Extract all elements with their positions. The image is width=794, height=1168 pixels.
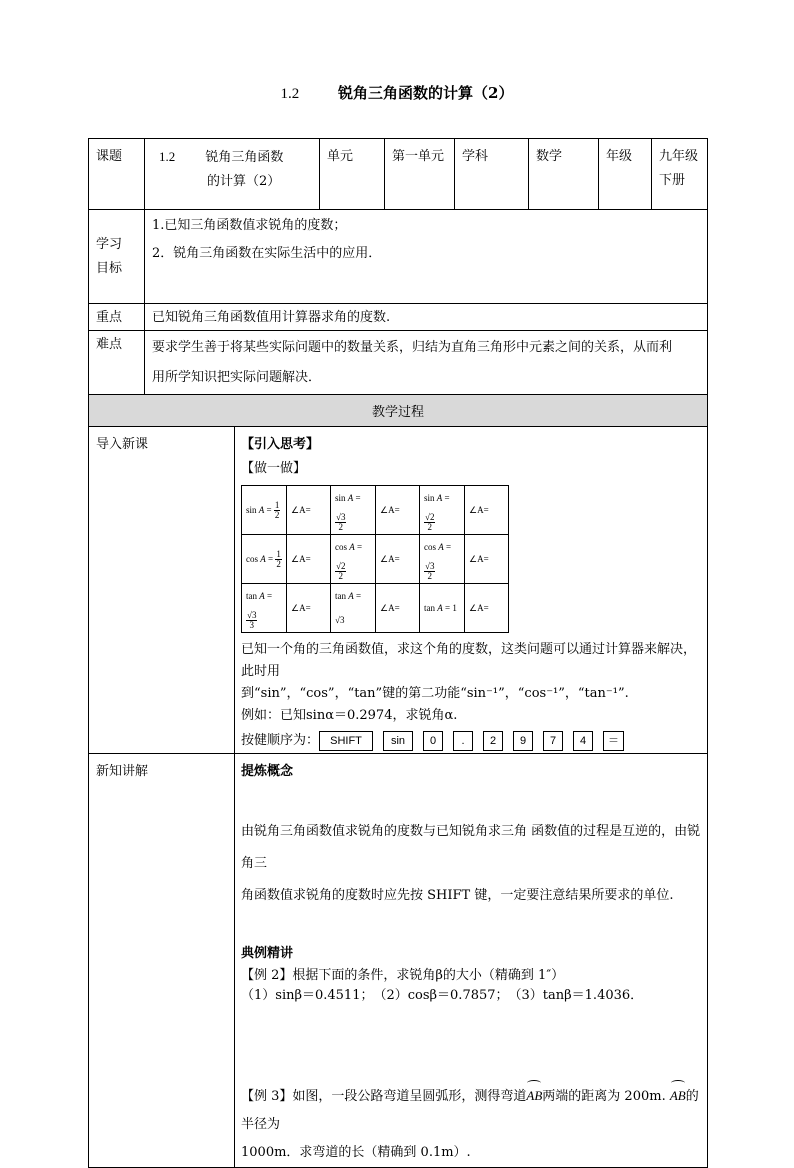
goals-content [145, 210, 708, 304]
lesson-plan-table [88, 138, 708, 1168]
angle-answer-cell: ∠A= [465, 535, 509, 584]
trig-expression: cos A = $\frac{√3}{2}$ [420, 535, 465, 584]
trig-expression: cos A = $\frac{1}{2}$ [242, 535, 287, 584]
trig-expression: tan A = $\frac{√3}{3}$ [242, 584, 287, 633]
label-topic: 课题 [89, 139, 145, 210]
goal-item-2: 2．锐角三角函数在实际生活中的应用． [152, 246, 382, 261]
angle-answer-cell: ∠A= [465, 584, 509, 633]
intro-paragraph: 已知一个角的三角函数值，求这个角的度数，这类问题可以通过计算器来解决，此时用 到“sin”，“cos”，“tan”键的第二功能“sin⁻¹”，“cos⁻¹”，“tan⁻¹”. [241, 642, 697, 701]
label-key-point: 重点 [89, 304, 145, 331]
goal-item-1: 1.已知三角函数值求锐角的度数； [152, 218, 347, 233]
angle-answer-cell: ∠A= [287, 535, 331, 584]
examples-heading: 典例精讲 [241, 946, 294, 961]
keys-label: 按健顺序为： [241, 733, 320, 748]
angle-answer-cell: ∠A= [287, 486, 331, 535]
calc-key: ＝ [603, 731, 624, 751]
calc-key: 9 [513, 731, 533, 751]
arc-ab-symbol: AB [526, 1082, 542, 1110]
process-header: 教学过程 [89, 395, 708, 427]
calc-key: 4 [573, 731, 593, 751]
do-heading: 【做一做】 [241, 461, 307, 476]
example-2: 【例 2】根据下面的条件，求锐角β的大小（精确到 1″） （1）sinβ＝0.4511； （2）cosβ＝0.7857； （3）tanβ＝1.4036． [241, 968, 644, 1003]
example-3: 【例 3】如图，一段公路弯道呈圆弧形，测得弯道AB两端的距离为 200m. AB的半径为 1000m．求弯道的长（精确到 0.1m）. [241, 1082, 701, 1167]
grade-line-1: 九年级 [659, 149, 699, 164]
difficulty-text: 要求学生善于将某些实际问题中的数量关系，归结为直角三角形中元素之间的关系，从而利 用所学知识把实际问题解决． [145, 331, 708, 395]
angle-answer-cell: ∠A= [376, 535, 420, 584]
new-knowledge-row [89, 754, 708, 1168]
label-unit: 单元 [320, 139, 385, 210]
angle-answer-cell: ∠A= [287, 584, 331, 633]
topic-text-2: 的计算（2） [207, 174, 281, 189]
label-new: 新知讲解 [89, 754, 235, 1168]
calc-key: sin [383, 731, 413, 751]
example-line: 例如：已知sinα＝0.2974，求锐角α. [241, 708, 458, 723]
trig-row [242, 535, 509, 584]
trig-row [242, 486, 509, 535]
angle-answer-cell: ∠A= [465, 486, 509, 535]
trig-expression: tan A = √3 [331, 584, 376, 633]
arc-ab-symbol-2: AB [670, 1082, 686, 1110]
intro-content [235, 427, 708, 754]
label-grade: 年级 [599, 139, 652, 210]
new-content [235, 754, 708, 1168]
key-point-text: 已知锐角三角函数值用计算器求角的度数. [145, 304, 708, 331]
calc-key: . [453, 731, 473, 751]
grade-value [652, 139, 708, 210]
key-sequence [241, 729, 701, 753]
unit-value: 第一单元 [385, 139, 455, 210]
label-goals: 学习 目标 [89, 210, 145, 304]
title-number: 1.2 [280, 86, 300, 102]
trig-row [242, 584, 509, 633]
grade-line-2: 下册 [659, 173, 686, 188]
page-title [0, 82, 794, 103]
process-header-row [89, 395, 708, 427]
angle-answer-cell: ∠A= [376, 584, 420, 633]
header-row [89, 139, 708, 210]
trig-expression: cos A = $\frac{√2}{2}$ [331, 535, 376, 584]
trig-expression: sin A = $\frac{1}{2}$ [242, 486, 287, 535]
key-point-row [89, 304, 708, 331]
calc-key: 7 [543, 731, 563, 751]
concept-paragraph: 由锐角三角函数值求锐角的度数与已知锐角求三角 函数值的过程是互逆的，由锐角三 角函数值求锐角的度数时应先按 SHIFT 键，一定要注意结果所要求的单位. [241, 824, 701, 903]
trig-expression: sin A = $\frac{√3}{2}$ [331, 486, 376, 535]
topic-text-1: 锐角三角函数 [205, 150, 284, 165]
trig-table [241, 485, 509, 633]
topic-number: 1.2 [159, 149, 176, 164]
trig-expression: sin A = $\frac{√2}{2}$ [420, 486, 465, 535]
topic-cell [145, 139, 320, 210]
concept-heading: 提炼概念 [241, 764, 294, 779]
trig-expression: tan A = 1 [420, 584, 465, 633]
think-heading: 【引入思考】 [241, 437, 320, 452]
angle-answer-cell: ∠A= [376, 486, 420, 535]
subject-value: 数学 [529, 139, 599, 210]
difficulty-row [89, 331, 708, 395]
calc-key: 2 [483, 731, 503, 751]
calc-key: SHIFT [319, 731, 373, 751]
label-intro: 导入新课 [89, 427, 235, 754]
label-difficulty: 难点 [89, 331, 145, 395]
label-subject: 学科 [455, 139, 529, 210]
goals-row [89, 210, 708, 304]
calc-key: 0 [423, 731, 443, 751]
title-text: 锐角三角函数的计算（2） [338, 84, 514, 102]
intro-row [89, 427, 708, 754]
